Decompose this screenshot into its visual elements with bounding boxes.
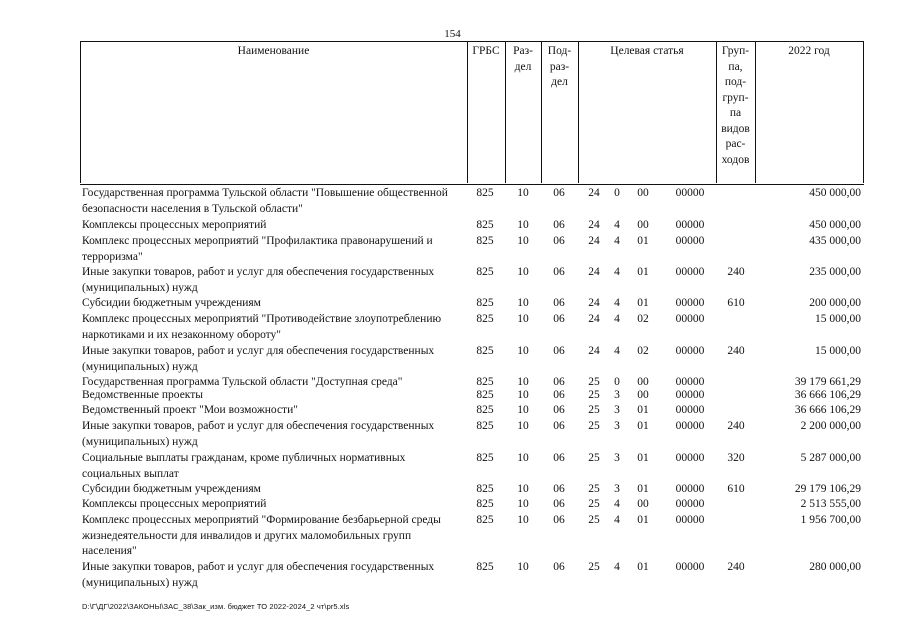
row-grbs: 825 bbox=[476, 313, 494, 325]
row-event-code: 01 bbox=[637, 420, 649, 432]
row-direction-code: 00000 bbox=[675, 514, 705, 526]
header-razdel: Раз- дел bbox=[513, 45, 533, 73]
row-razdel: 10 bbox=[517, 483, 529, 495]
row-direction-code: 00000 bbox=[675, 297, 705, 309]
row-podrazdel: 06 bbox=[553, 313, 565, 325]
row-event-code: 01 bbox=[637, 297, 649, 309]
row-expense-type: 240 bbox=[727, 420, 745, 432]
row-event-code: 00 bbox=[637, 187, 649, 199]
row-event-code: 02 bbox=[637, 345, 649, 357]
row-program-code: 24 bbox=[588, 219, 600, 231]
row-expense-type: 610 bbox=[727, 483, 745, 495]
row-podrazdel: 06 bbox=[553, 498, 565, 510]
row-subprogram-code: 3 bbox=[614, 389, 620, 401]
row-grbs: 825 bbox=[476, 498, 494, 510]
row-subprogram-code: 4 bbox=[614, 345, 620, 357]
row-podrazdel: 06 bbox=[553, 420, 565, 432]
row-name: Иные закупки товаров, работ и услуг для обеспечения государственных (муниципальных) нужд bbox=[82, 266, 435, 294]
row-amount: 15 000,00 bbox=[815, 345, 861, 357]
row-podrazdel: 06 bbox=[553, 514, 565, 526]
row-direction-code: 00000 bbox=[675, 420, 705, 432]
row-subprogram-code: 4 bbox=[614, 514, 620, 526]
row-name: Комплекс процессных мероприятий "Противодействие злоупотреблению наркотиками и их незаконному обороту" bbox=[82, 313, 442, 341]
row-razdel: 10 bbox=[517, 376, 529, 388]
row-podrazdel: 06 bbox=[553, 452, 565, 464]
header-grbs: ГРБС bbox=[472, 45, 500, 57]
row-grbs: 825 bbox=[476, 297, 494, 309]
row-event-code: 01 bbox=[637, 561, 649, 573]
row-razdel: 10 bbox=[517, 514, 529, 526]
row-event-code: 00 bbox=[637, 376, 649, 388]
row-name: Ведомственный проект "Мои возможности" bbox=[82, 404, 298, 416]
row-subprogram-code: 0 bbox=[614, 187, 620, 199]
row-razdel: 10 bbox=[517, 187, 529, 199]
row-grbs: 825 bbox=[476, 420, 494, 432]
row-name: Иные закупки товаров, работ и услуг для обеспечения государственных (муниципальных) нужд bbox=[82, 420, 435, 448]
row-program-code: 25 bbox=[588, 389, 600, 401]
row-grbs: 825 bbox=[476, 561, 494, 573]
row-direction-code: 00000 bbox=[675, 266, 705, 278]
row-grbs: 825 bbox=[476, 187, 494, 199]
row-event-code: 01 bbox=[637, 266, 649, 278]
row-subprogram-code: 3 bbox=[614, 420, 620, 432]
row-event-code: 01 bbox=[637, 404, 649, 416]
row-amount: 2 513 555,00 bbox=[800, 498, 861, 510]
row-razdel: 10 bbox=[517, 297, 529, 309]
row-podrazdel: 06 bbox=[553, 235, 565, 247]
row-subprogram-code: 0 bbox=[614, 376, 620, 388]
row-direction-code: 00000 bbox=[675, 561, 705, 573]
row-grbs: 825 bbox=[476, 345, 494, 357]
row-name: Государственная программа Тульской области "Повышение общественной безопасности населения в Тульской области" bbox=[82, 187, 448, 215]
row-razdel: 10 bbox=[517, 498, 529, 510]
row-grbs: 825 bbox=[476, 266, 494, 278]
row-grbs: 825 bbox=[476, 404, 494, 416]
row-razdel: 10 bbox=[517, 266, 529, 278]
header-podrazdel: Под- раз- дел bbox=[547, 45, 572, 88]
row-event-code: 00 bbox=[637, 498, 649, 510]
header-divider bbox=[467, 41, 468, 183]
row-grbs: 825 bbox=[476, 483, 494, 495]
row-program-code: 25 bbox=[588, 514, 600, 526]
row-program-code: 24 bbox=[588, 266, 600, 278]
row-razdel: 10 bbox=[517, 313, 529, 325]
header-divider bbox=[755, 41, 756, 183]
row-event-code: 00 bbox=[637, 389, 649, 401]
page-number: 154 bbox=[444, 28, 461, 40]
file-path-footer: D:\Г\ДГ\2022\ЗАКОНЫ\ЗАС_38\Зак_изм. бюджет ТО 2022-2024_2 чт\pr5.xls bbox=[82, 602, 350, 611]
row-podrazdel: 06 bbox=[553, 483, 565, 495]
row-amount: 36 666 106,29 bbox=[794, 389, 861, 401]
row-program-code: 25 bbox=[588, 404, 600, 416]
row-razdel: 10 bbox=[517, 345, 529, 357]
row-amount: 435 000,00 bbox=[809, 235, 861, 247]
row-name: Иные закупки товаров, работ и услуг для обеспечения государственных (муниципальных) нужд bbox=[82, 561, 435, 589]
row-expense-type: 240 bbox=[727, 266, 745, 278]
header-divider bbox=[578, 41, 579, 183]
row-amount: 39 179 661,29 bbox=[794, 376, 861, 388]
row-name: Субсидии бюджетным учреждениям bbox=[82, 297, 261, 309]
row-subprogram-code: 4 bbox=[614, 498, 620, 510]
row-grbs: 825 bbox=[476, 376, 494, 388]
row-subprogram-code: 3 bbox=[614, 483, 620, 495]
row-amount: 2 200 000,00 bbox=[800, 420, 861, 432]
row-razdel: 10 bbox=[517, 235, 529, 247]
row-amount: 15 000,00 bbox=[815, 313, 861, 325]
row-subprogram-code: 4 bbox=[614, 266, 620, 278]
row-podrazdel: 06 bbox=[553, 219, 565, 231]
row-name: Комплекс процессных мероприятий "Формирование безбарьерной среды жизнедеятельности для инвалидов и других маломобильных групп населения" bbox=[82, 514, 441, 557]
row-grbs: 825 bbox=[476, 389, 494, 401]
row-razdel: 10 bbox=[517, 561, 529, 573]
row-program-code: 25 bbox=[588, 498, 600, 510]
row-program-code: 25 bbox=[588, 420, 600, 432]
row-expense-type: 240 bbox=[727, 561, 745, 573]
row-event-code: 01 bbox=[637, 235, 649, 247]
row-podrazdel: 06 bbox=[553, 404, 565, 416]
row-amount: 5 287 000,00 bbox=[800, 452, 861, 464]
row-direction-code: 00000 bbox=[675, 187, 705, 199]
row-amount: 450 000,00 bbox=[809, 187, 861, 199]
row-program-code: 25 bbox=[588, 452, 600, 464]
row-razdel: 10 bbox=[517, 452, 529, 464]
row-razdel: 10 bbox=[517, 389, 529, 401]
row-subprogram-code: 4 bbox=[614, 297, 620, 309]
row-podrazdel: 06 bbox=[553, 266, 565, 278]
row-event-code: 01 bbox=[637, 483, 649, 495]
row-direction-code: 00000 bbox=[675, 345, 705, 357]
row-podrazdel: 06 bbox=[553, 561, 565, 573]
row-direction-code: 00000 bbox=[675, 235, 705, 247]
row-direction-code: 00000 bbox=[675, 376, 705, 388]
header-expense-type: Груп- па, под- груп- па видов рас- ходов bbox=[721, 45, 750, 166]
row-amount: 200 000,00 bbox=[809, 297, 861, 309]
header-divider bbox=[80, 41, 81, 183]
row-name: Комплексы процессных мероприятий bbox=[82, 498, 267, 510]
row-grbs: 825 bbox=[476, 219, 494, 231]
row-razdel: 10 bbox=[517, 219, 529, 231]
row-program-code: 25 bbox=[588, 483, 600, 495]
row-program-code: 24 bbox=[588, 313, 600, 325]
row-expense-type: 240 bbox=[727, 345, 745, 357]
row-program-code: 24 bbox=[588, 345, 600, 357]
row-event-code: 01 bbox=[637, 514, 649, 526]
row-name: Комплекс процессных мероприятий "Профилактика правонарушений и терроризма" bbox=[82, 235, 433, 263]
row-program-code: 24 bbox=[588, 297, 600, 309]
row-name: Социальные выплаты гражданам, кроме публичных нормативных социальных выплат bbox=[82, 452, 406, 480]
row-event-code: 00 bbox=[637, 219, 649, 231]
row-amount: 450 000,00 bbox=[809, 219, 861, 231]
row-podrazdel: 06 bbox=[553, 345, 565, 357]
row-subprogram-code: 4 bbox=[614, 219, 620, 231]
row-amount: 29 179 106,29 bbox=[794, 483, 861, 495]
row-subprogram-code: 4 bbox=[614, 235, 620, 247]
header-target-article: Целевая статья bbox=[610, 45, 684, 57]
row-name: Иные закупки товаров, работ и услуг для обеспечения государственных (муниципальных) нужд bbox=[82, 345, 435, 373]
row-subprogram-code: 3 bbox=[614, 452, 620, 464]
row-program-code: 24 bbox=[588, 235, 600, 247]
row-name: Государственная программа Тульской области "Доступная среда" bbox=[82, 376, 403, 388]
row-direction-code: 00000 bbox=[675, 483, 705, 495]
row-name: Субсидии бюджетным учреждениям bbox=[82, 483, 261, 495]
row-direction-code: 00000 bbox=[675, 498, 705, 510]
row-podrazdel: 06 bbox=[553, 297, 565, 309]
row-razdel: 10 bbox=[517, 420, 529, 432]
row-program-code: 24 bbox=[588, 187, 600, 199]
row-name: Комплексы процессных мероприятий bbox=[82, 219, 267, 231]
header-year: 2022 год bbox=[788, 45, 830, 57]
row-event-code: 01 bbox=[637, 452, 649, 464]
header-name: Наименование bbox=[237, 45, 310, 57]
header-divider bbox=[863, 41, 864, 183]
row-expense-type: 610 bbox=[727, 297, 745, 309]
row-podrazdel: 06 bbox=[553, 376, 565, 388]
row-direction-code: 00000 bbox=[675, 404, 705, 416]
row-subprogram-code: 3 bbox=[614, 404, 620, 416]
row-grbs: 825 bbox=[476, 235, 494, 247]
row-event-code: 02 bbox=[637, 313, 649, 325]
row-amount: 280 000,00 bbox=[809, 561, 861, 573]
row-grbs: 825 bbox=[476, 452, 494, 464]
row-subprogram-code: 4 bbox=[614, 561, 620, 573]
row-direction-code: 00000 bbox=[675, 219, 705, 231]
row-program-code: 25 bbox=[588, 561, 600, 573]
row-subprogram-code: 4 bbox=[614, 313, 620, 325]
row-amount: 235 000,00 bbox=[809, 266, 861, 278]
row-grbs: 825 bbox=[476, 514, 494, 526]
row-direction-code: 00000 bbox=[675, 313, 705, 325]
row-podrazdel: 06 bbox=[553, 187, 565, 199]
row-podrazdel: 06 bbox=[553, 389, 565, 401]
row-program-code: 25 bbox=[588, 376, 600, 388]
row-name: Ведомственные проекты bbox=[82, 389, 203, 401]
row-razdel: 10 bbox=[517, 404, 529, 416]
row-amount: 1 956 700,00 bbox=[800, 514, 861, 526]
row-direction-code: 00000 bbox=[675, 389, 705, 401]
row-amount: 36 666 106,29 bbox=[794, 404, 861, 416]
row-expense-type: 320 bbox=[727, 452, 745, 464]
row-direction-code: 00000 bbox=[675, 452, 705, 464]
